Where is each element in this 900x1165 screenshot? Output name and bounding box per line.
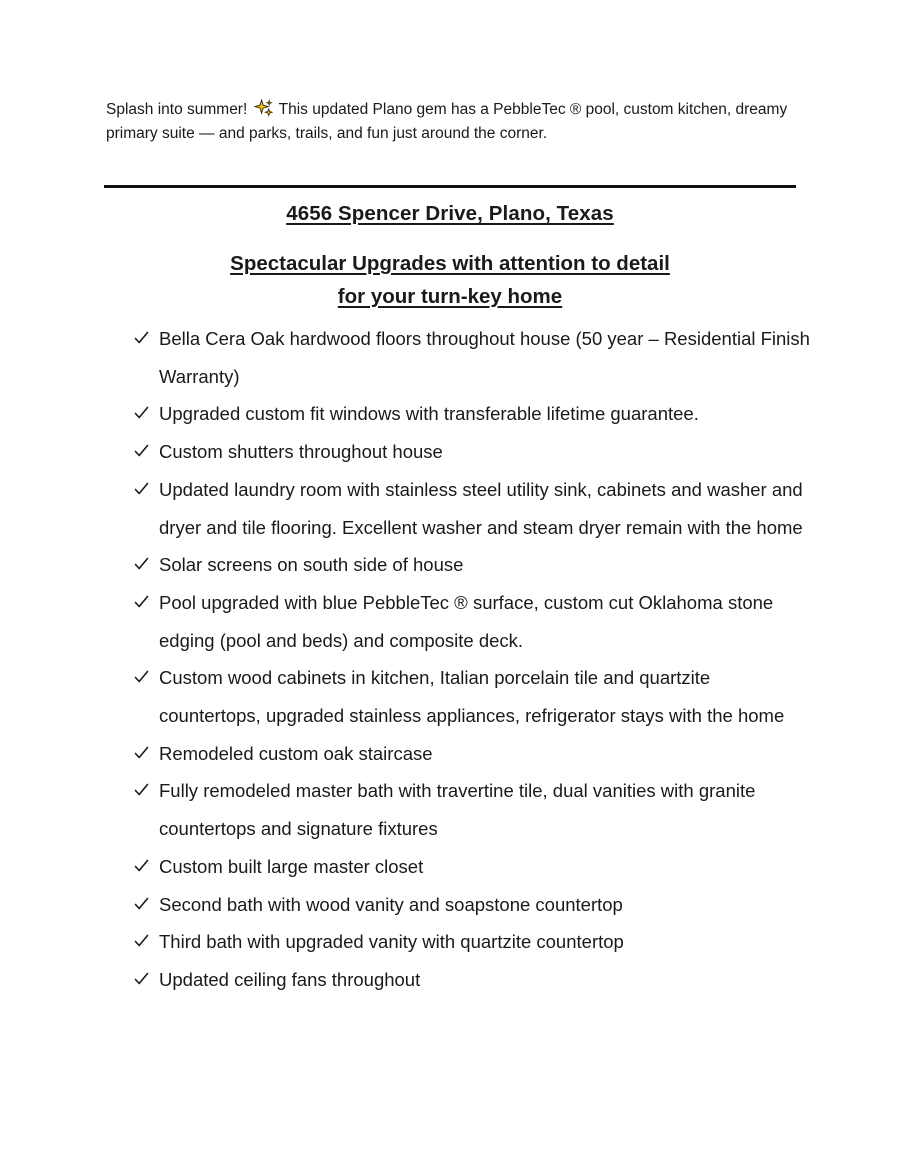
feature-item xyxy=(132,961,812,999)
feature-item xyxy=(132,923,812,961)
checkmark-icon xyxy=(134,595,149,609)
feature-item xyxy=(132,433,812,471)
checkmark-icon xyxy=(134,444,149,458)
feature-text: Custom built large master closet xyxy=(159,855,424,877)
horizontal-divider xyxy=(104,185,796,188)
feature-text: Bella Cera Oak hardwood floors throughout house (50 year – Residential Finish Warranty) xyxy=(159,328,810,387)
sparkles-icon xyxy=(254,99,273,117)
feature-item xyxy=(132,772,812,847)
feature-list xyxy=(132,320,812,999)
checkmark-icon xyxy=(134,406,149,420)
feature-text: Remodeled custom oak staircase xyxy=(159,742,433,764)
feature-item xyxy=(132,584,812,659)
property-address: 4656 Spencer Drive, Plano, Texas xyxy=(286,202,614,225)
headline xyxy=(0,247,900,313)
feature-item xyxy=(132,659,812,734)
intro-paragraph xyxy=(106,98,806,146)
feature-item xyxy=(132,848,812,886)
headline-line-2: for your turn-key home xyxy=(337,285,563,308)
checkmark-icon xyxy=(134,482,149,496)
feature-text: Upgraded custom fit windows with transferable lifetime guarantee. xyxy=(159,403,699,425)
checkmark-icon xyxy=(134,746,149,760)
feature-text: Solar screens on south side of house xyxy=(159,554,464,576)
feature-text: Updated laundry room with stainless steel utility sink, cabinets and washer and dryer and tile flooring. Excellent washer and steam dryer remain with the home xyxy=(159,478,803,538)
feature-item xyxy=(132,395,812,433)
feature-item xyxy=(132,320,812,395)
feature-text: Fully remodeled master bath with travertine tile, dual vanities with granite countertops and signature fixtures xyxy=(159,780,756,840)
feature-text: Second bath with wood vanity and soapstone countertop xyxy=(159,893,623,915)
feature-text: Updated ceiling fans throughout xyxy=(159,968,421,990)
checkmark-icon xyxy=(134,670,149,684)
feature-item xyxy=(132,471,812,546)
checkmark-icon xyxy=(134,859,149,873)
feature-text: Custom wood cabinets in kitchen, Italian porcelain tile and quartzite countertops, upgraded stainless appliances, refrigerator stays with the home xyxy=(159,667,785,727)
headline-line-1: Spectacular Upgrades with attention to detail xyxy=(230,252,670,275)
feature-item xyxy=(132,735,812,773)
checkmark-icon xyxy=(134,331,149,345)
feature-text: Third bath with upgraded vanity with quartzite countertop xyxy=(159,931,624,953)
intro-text-start: Splash into summer! xyxy=(106,101,248,118)
checkmark-icon xyxy=(134,972,149,986)
feature-item xyxy=(132,886,812,924)
intro-text-rest: This updated Plano gem has a PebbleTec ® pool, custom kitchen, dreamy primary suite — and parks, trails, and fun just around the corner. xyxy=(106,101,788,142)
feature-text: Pool upgraded with blue PebbleTec ® surface, custom cut Oklahoma stone edging (pool and beds) and composite deck. xyxy=(159,591,774,651)
checkmark-icon xyxy=(134,783,149,797)
feature-text: Custom shutters throughout house xyxy=(159,441,443,463)
checkmark-icon xyxy=(134,557,149,571)
checkmark-icon xyxy=(134,934,149,948)
checkmark-icon xyxy=(134,897,149,911)
feature-item xyxy=(132,546,812,584)
